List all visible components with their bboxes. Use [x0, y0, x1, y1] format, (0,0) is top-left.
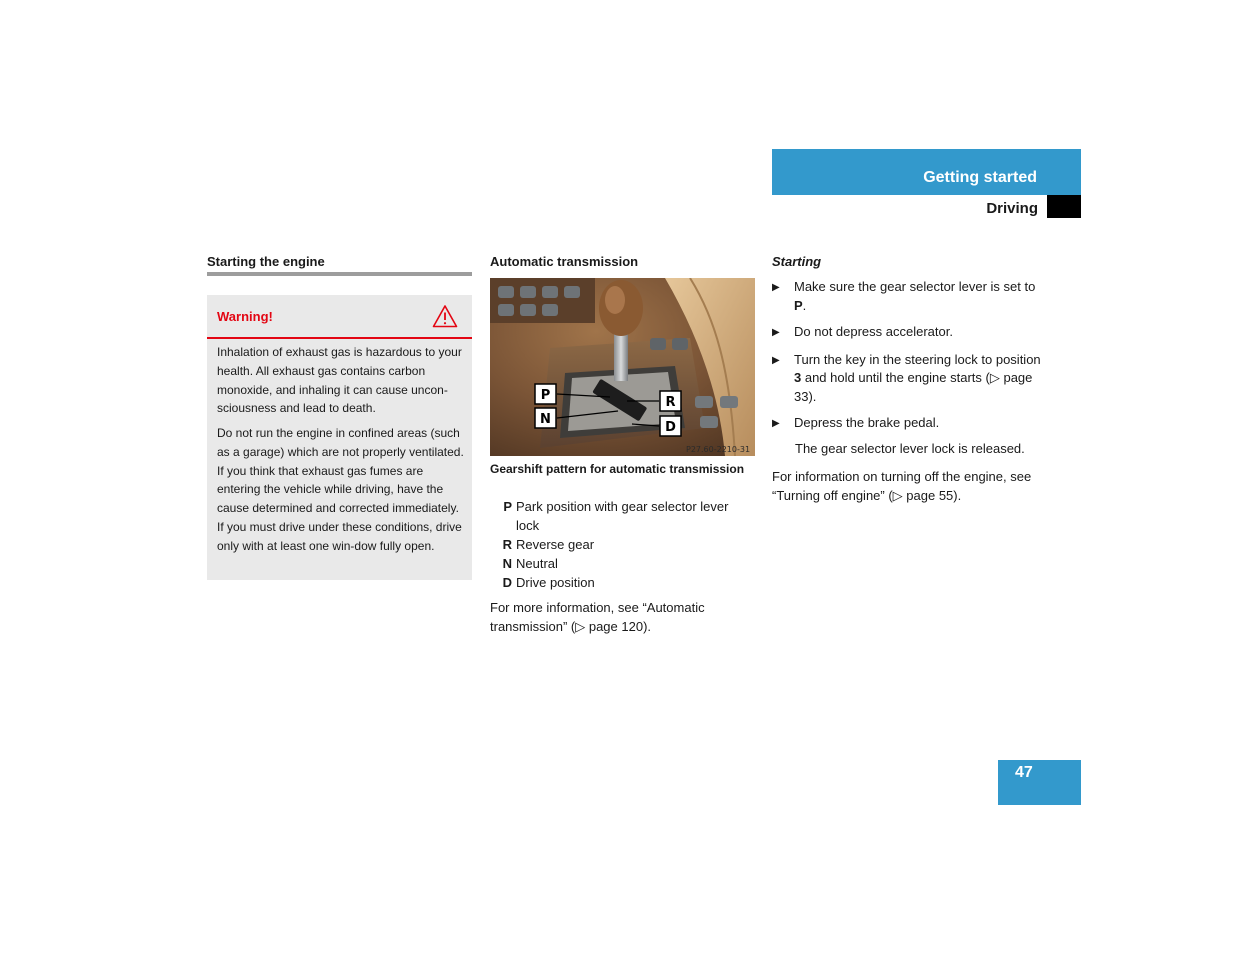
section-header-tab: [772, 149, 1081, 195]
heading-rule: [207, 272, 472, 276]
list-item: [772, 278, 1042, 315]
gear-desc: Drive position: [516, 575, 595, 590]
step-result: The gear selector lever lock is released.: [795, 441, 1025, 456]
automatic-transmission-heading: Automatic transmission: [490, 254, 639, 269]
gear-label-r-text: R: [665, 395, 676, 410]
section-marker: [1047, 195, 1081, 218]
warning-label: Warning!: [217, 309, 273, 324]
list-item: [490, 497, 755, 535]
gearshift-photo: [490, 278, 755, 456]
list-item: [772, 414, 1042, 434]
page-number: 47: [1015, 764, 1033, 781]
gear-label-d-text: D: [665, 420, 676, 435]
list-item: [490, 573, 755, 592]
warning-paragraph: Do not run the engine in confined areas (such as a garage) which are not properly ventilated. If you think that exhaust gas fumes are entering the vehicle while driving, have the cause determined and corrected immediately. If you must drive under these conditions, drive only with at least one win-dow fully open.: [217, 426, 464, 553]
bullet-arrow-icon: ▶: [772, 354, 780, 366]
photo-code: P27.60-2210-31: [686, 445, 751, 454]
step-text: Turn the key in the steering lock to position 3 and hold until the engine starts (▷ page 33).: [794, 351, 1041, 404]
bullet-arrow-icon: ▶: [772, 327, 780, 338]
warning-triangle-icon: [432, 304, 458, 328]
more-info-text: For more information, see “Automatic transmission” (▷ page 120).: [490, 600, 705, 634]
bullet-arrow-icon: ▶: [772, 282, 780, 293]
warning-paragraph: Inhalation of exhaust gas is hazardous to your health. All exhaust gas contains carbon monoxide, and inhaling it can cause uncon-sciousness and lead to death.: [217, 345, 462, 416]
section-title: Getting started: [923, 169, 1037, 186]
steps-list: [772, 278, 1042, 442]
photo-caption: Gearshift pattern for automatic transmission: [490, 462, 745, 476]
more-info-text: For information on turning off the engine, see “Turning off engine” (▷ page 55).: [772, 469, 1032, 503]
gear-list: [490, 497, 755, 592]
gear-label-n-text: N: [540, 412, 551, 427]
warning-box: [207, 295, 472, 580]
step-text: Make sure the gear selector lever is set to P.: [794, 279, 1036, 313]
gear-key: D: [502, 575, 512, 590]
step-text: Depress the brake pedal.: [794, 415, 940, 430]
subsection-title: Driving: [986, 200, 1038, 217]
list-item: [772, 351, 1042, 407]
bullet-arrow-icon: ▶: [772, 418, 780, 429]
list-item: [490, 535, 755, 554]
gear-label-p-text: P: [540, 388, 551, 403]
gear-desc: Reverse gear: [516, 537, 595, 552]
gear-key: P: [503, 499, 512, 514]
gear-key: N: [502, 556, 512, 571]
list-item: [772, 323, 1042, 343]
starting-heading: Starting: [772, 254, 822, 269]
page-number-tab: [998, 760, 1081, 805]
starting-engine-heading: Starting the engine: [207, 254, 325, 269]
gear-desc: Park position with gear selector lever lock: [516, 499, 729, 533]
warning-rule: [207, 337, 472, 339]
list-item: [490, 554, 755, 573]
gear-desc: Neutral: [516, 556, 558, 571]
gear-key: R: [502, 537, 512, 552]
step-text: Do not depress accelerator.: [794, 324, 953, 339]
